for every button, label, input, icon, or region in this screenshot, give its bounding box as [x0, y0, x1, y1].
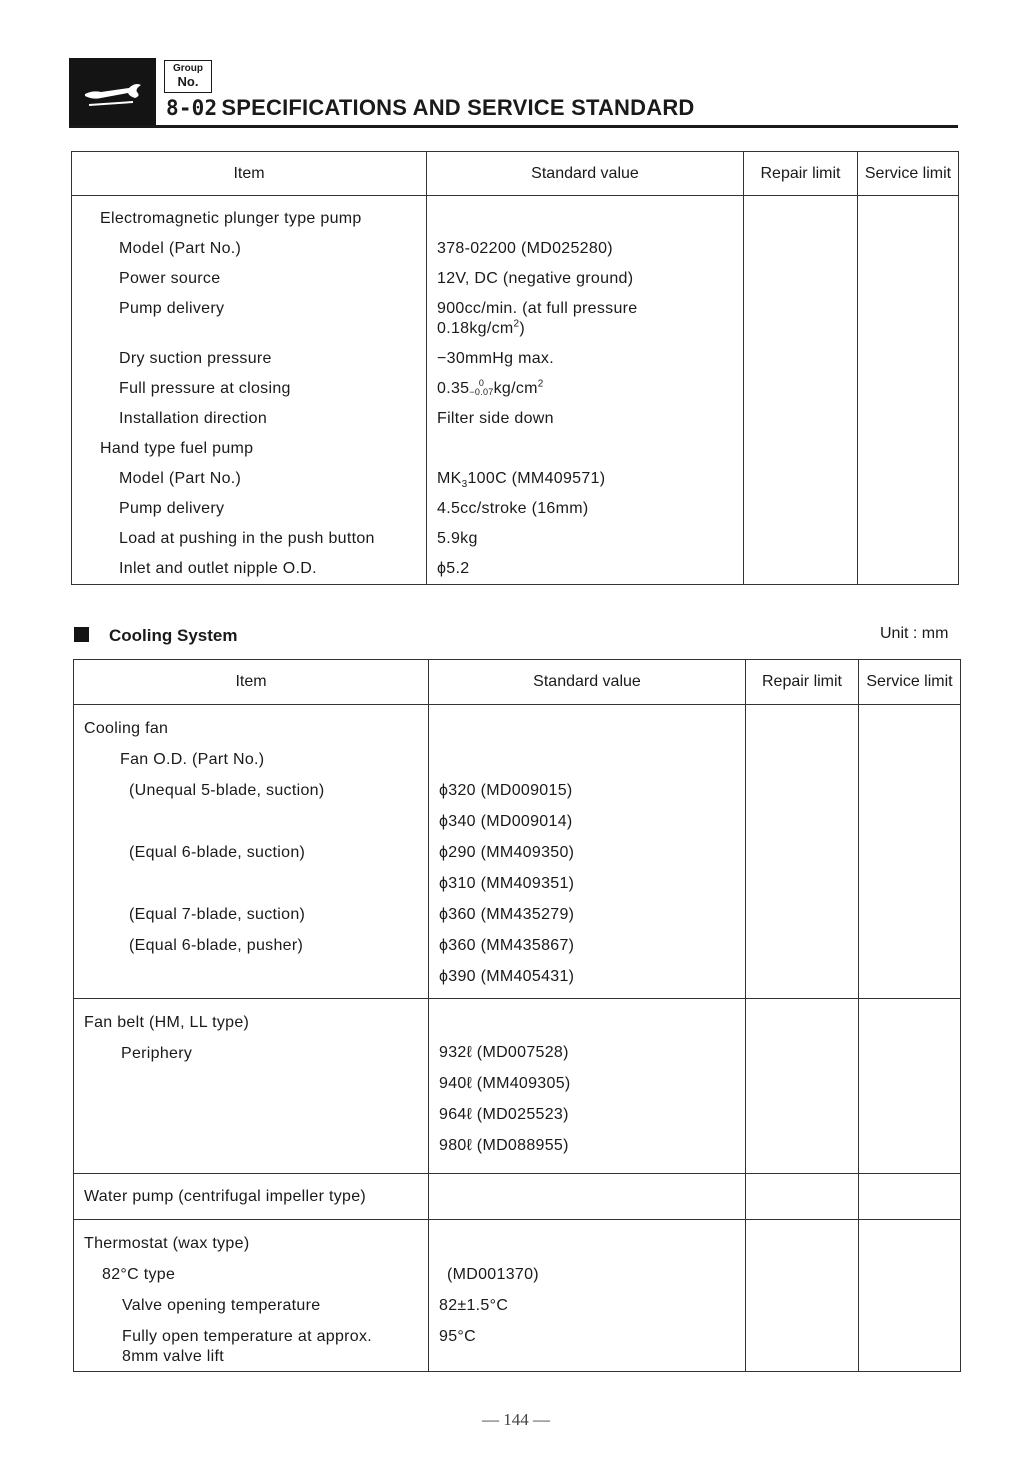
superscript: 2 — [537, 378, 544, 390]
pump-delivery-value-line1: 900cc/min. (at full pressure — [437, 300, 638, 317]
hand-model-value — [427, 464, 743, 494]
unit-label: Unit : mm — [880, 625, 949, 642]
group-no-label: No. — [177, 74, 199, 89]
hand-delivery-label: Pump delivery — [119, 500, 225, 517]
fully-open-value: 95°C — [439, 1328, 476, 1345]
blank-line — [74, 961, 428, 992]
full-pressure-unit: kg/cm — [493, 380, 538, 397]
valve-opening-label: Valve opening temperature — [122, 1297, 321, 1314]
water-pump-label: Water pump (centrifugal impeller type) — [84, 1187, 367, 1205]
belt-value: 940ℓ (MM409305) — [439, 1075, 571, 1092]
hand-pump-label: Hand type fuel pump — [100, 440, 254, 457]
belt-value: 980ℓ (MD088955) — [439, 1137, 569, 1154]
hand-delivery-value: 4.5cc/stroke (16mm) — [437, 500, 589, 517]
valve-opening-value: 82±1.5°C — [439, 1297, 509, 1314]
service-limit-cell — [858, 196, 959, 585]
type-82-value: (MD001370) — [447, 1266, 539, 1283]
col-item: Item — [72, 152, 427, 196]
repair-limit-cell — [746, 705, 859, 999]
cooling-fan-label: Cooling fan — [84, 720, 169, 737]
full-pressure-number: 0.35 — [437, 380, 470, 397]
service-limit-cell — [859, 705, 961, 999]
standard-value-cell — [429, 1220, 746, 1372]
installation-direction-value: Filter side down — [437, 410, 554, 427]
full-pressure-value — [427, 374, 743, 404]
fan-belt-label: Fan belt (HM, LL type) — [84, 1014, 250, 1031]
dry-suction-label: Dry suction pressure — [119, 350, 272, 367]
hand-model-rest: 100C (MM409571) — [467, 470, 606, 487]
superscript: 2 — [513, 318, 520, 330]
power-source-value: 12V, DC (negative ground) — [437, 270, 634, 287]
section-heading — [74, 626, 237, 646]
service-limit-cell — [859, 1174, 961, 1220]
header-rule — [69, 125, 958, 128]
nipple-label: Inlet and outlet nipple O.D. — [119, 560, 317, 577]
table-row — [74, 1174, 961, 1220]
periphery-label: Periphery — [121, 1045, 193, 1062]
subscript: 3 — [461, 479, 468, 491]
equal-6-blade-suction-label: (Equal 6-blade, suction) — [129, 844, 306, 861]
blank-line — [74, 868, 428, 899]
thermostat-label: Thermostat (wax type) — [84, 1235, 250, 1252]
power-source-label: Power source — [119, 270, 221, 287]
fan-value: ϕ360 (MM435279) — [439, 906, 575, 923]
col-repair-limit: Repair limit — [746, 660, 859, 705]
col-service-limit: Service limit — [858, 152, 959, 196]
standard-value-cell — [429, 705, 746, 999]
blank-line — [427, 434, 743, 464]
fan-value: ϕ340 (MD009014) — [439, 813, 573, 830]
model-value: 378-02200 (MD025280) — [437, 240, 613, 257]
blank-line — [427, 204, 743, 234]
section-tool-emblem — [69, 58, 156, 128]
tolerance-upper: 0 — [478, 378, 485, 388]
col-standard-value: Standard value — [427, 152, 744, 196]
full-pressure-label: Full pressure at closing — [119, 380, 291, 397]
pump-delivery-label: Pump delivery — [119, 300, 225, 317]
fan-value: ϕ320 (MD009015) — [439, 782, 573, 799]
repair-limit-cell — [746, 1220, 859, 1372]
electromagnetic-pump-label: Electromagnetic plunger type pump — [100, 210, 362, 227]
closing-paren: ) — [519, 320, 526, 337]
blank-line — [429, 744, 745, 775]
fuel-pump-spec-table — [71, 151, 959, 585]
fan-value: ϕ390 (MM405431) — [439, 968, 575, 985]
col-standard-value: Standard value — [429, 660, 746, 705]
model-label: Model (Part No.) — [119, 240, 242, 257]
square-bullet-icon — [74, 627, 89, 642]
title-text: SPECIFICATIONS AND SERVICE STANDARD — [221, 95, 695, 120]
type-82-label: 82°C type — [102, 1266, 176, 1283]
repair-limit-cell — [746, 999, 859, 1174]
fan-od-label: Fan O.D. (Part No.) — [120, 751, 265, 768]
col-repair-limit: Repair limit — [744, 152, 858, 196]
blank-line — [429, 713, 745, 744]
item-cell — [74, 1174, 429, 1220]
tolerance-lower: −0.07 — [469, 387, 494, 397]
fan-value: ϕ360 (MM435867) — [439, 937, 575, 954]
unequal-5-blade-label: (Unequal 5-blade, suction) — [129, 782, 325, 799]
pump-delivery-value-line2: 0.18kg/cm — [437, 320, 514, 337]
section-code: 8-02 — [166, 96, 218, 120]
fully-open-line2: 8mm valve lift — [122, 1348, 224, 1365]
cooling-spec-table — [73, 659, 961, 1372]
col-item: Item — [74, 660, 429, 705]
hand-model-label: Model (Part No.) — [119, 470, 242, 487]
col-service-limit: Service limit — [859, 660, 961, 705]
load-value: 5.9kg — [437, 530, 478, 547]
blank-line — [429, 1228, 745, 1259]
table-row — [74, 1220, 961, 1372]
repair-limit-cell — [746, 1174, 859, 1220]
fan-value: ϕ310 (MM409351) — [439, 875, 575, 892]
equal-7-blade-label: (Equal 7-blade, suction) — [129, 906, 306, 923]
table-header-row — [74, 660, 961, 705]
dry-suction-value: −30mmHg max. — [437, 350, 554, 367]
service-limit-cell — [859, 1220, 961, 1372]
page-title — [166, 95, 695, 121]
table-row — [74, 705, 961, 999]
item-cell — [72, 196, 427, 585]
load-label: Load at pushing in the push button — [119, 530, 375, 547]
standard-value-cell — [427, 196, 744, 585]
standard-value-cell — [429, 999, 746, 1174]
blank-line — [74, 806, 428, 837]
belt-value: 964ℓ (MD025523) — [439, 1106, 569, 1123]
item-cell — [74, 1220, 429, 1372]
standard-value-cell — [429, 1174, 746, 1220]
fan-value: ϕ290 (MM409350) — [439, 844, 575, 861]
installation-direction-label: Installation direction — [119, 410, 268, 427]
group-label: Group — [173, 63, 203, 74]
section-title: Cooling System — [109, 626, 238, 645]
fully-open-label — [74, 1321, 428, 1363]
page-number: — 144 — — [482, 1410, 550, 1429]
repair-limit-cell — [744, 196, 858, 585]
table-row — [74, 999, 961, 1174]
nipple-value: ϕ5.2 — [437, 560, 470, 577]
item-cell — [74, 705, 429, 999]
pump-delivery-value — [427, 294, 743, 344]
wrench-icon — [83, 74, 143, 114]
table-header-row — [72, 152, 959, 196]
hand-model-prefix: MK — [437, 470, 462, 487]
tolerance — [469, 379, 493, 397]
equal-6-blade-pusher-label: (Equal 6-blade, pusher) — [129, 937, 304, 954]
table-row — [72, 196, 959, 585]
fully-open-line1: Fully open temperature at approx. — [122, 1328, 373, 1345]
item-cell — [74, 999, 429, 1174]
service-limit-cell — [859, 999, 961, 1174]
belt-value: 932ℓ (MD007528) — [439, 1044, 569, 1061]
group-number-box — [164, 60, 212, 93]
